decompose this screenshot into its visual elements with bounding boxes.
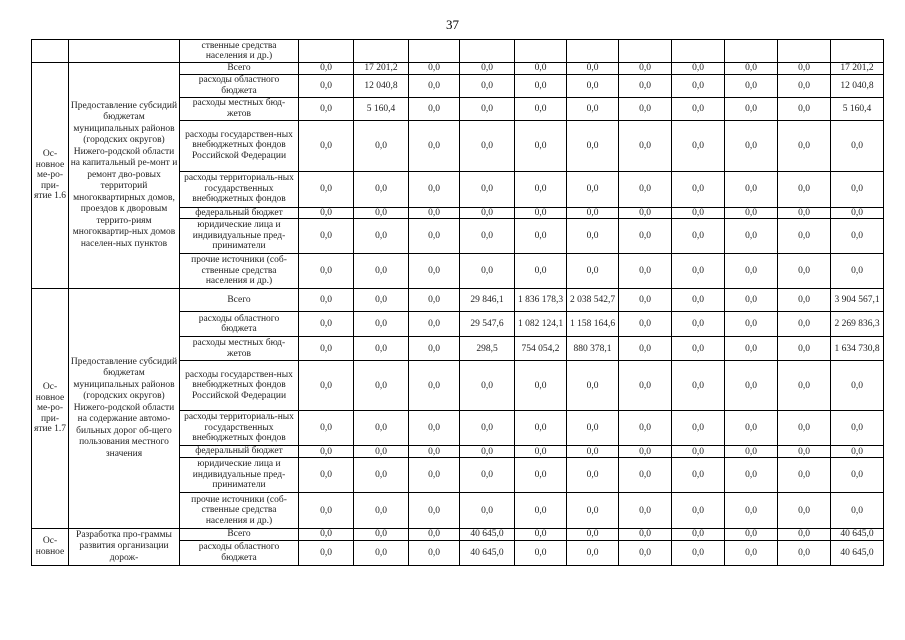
year-value-cell: 0,0 bbox=[619, 540, 672, 565]
year-value-cell: 0,0 bbox=[725, 493, 778, 529]
year-value-cell: 0,0 bbox=[409, 120, 460, 171]
funding-source-cell: расходы местных бюд-жетов bbox=[180, 337, 299, 361]
year-value-cell: 0,0 bbox=[354, 529, 409, 541]
year-value-cell: 0,0 bbox=[299, 63, 354, 75]
year-value-cell bbox=[409, 40, 460, 63]
year-value-cell: 0,0 bbox=[619, 289, 672, 312]
year-value-cell: 0,0 bbox=[567, 446, 619, 458]
year-value-cell: 0,0 bbox=[460, 120, 515, 171]
year-value-cell: 0,0 bbox=[778, 411, 831, 446]
year-value-cell: 0,0 bbox=[619, 361, 672, 411]
year-value-cell: 0,0 bbox=[619, 411, 672, 446]
year-value-cell: 0,0 bbox=[567, 171, 619, 207]
year-value-cell: 0,0 bbox=[725, 219, 778, 254]
year-value-cell: 0,0 bbox=[460, 171, 515, 207]
total-value-cell: 3 904 567,1 bbox=[831, 289, 884, 312]
year-value-cell: 0,0 bbox=[299, 312, 354, 337]
year-value-cell: 0,0 bbox=[672, 337, 725, 361]
year-value-cell: 0,0 bbox=[725, 63, 778, 75]
year-value-cell: 0,0 bbox=[619, 97, 672, 120]
year-value-cell: 0,0 bbox=[567, 254, 619, 289]
year-value-cell: 0,0 bbox=[409, 254, 460, 289]
funding-source-cell: прочие источники (соб-ственные средства населения и др.) bbox=[180, 254, 299, 289]
total-value-cell: 40 645,0 bbox=[831, 529, 884, 541]
year-value-cell: 0,0 bbox=[672, 63, 725, 75]
table-row bbox=[32, 529, 884, 541]
year-value-cell: 0,0 bbox=[299, 289, 354, 312]
year-value-cell: 0,0 bbox=[299, 207, 354, 219]
year-value-cell: 0,0 bbox=[460, 493, 515, 529]
year-value-cell: 0,0 bbox=[515, 63, 567, 75]
funding-source-cell: расходы местных бюд-жетов bbox=[180, 97, 299, 120]
year-value-cell: 0,0 bbox=[354, 411, 409, 446]
year-value-cell: 0,0 bbox=[778, 337, 831, 361]
year-value-cell: 0,0 bbox=[672, 312, 725, 337]
total-value-cell: 0,0 bbox=[831, 219, 884, 254]
year-value-cell: 0,0 bbox=[778, 254, 831, 289]
total-value-cell: 2 269 836,3 bbox=[831, 312, 884, 337]
year-value-cell: 0,0 bbox=[460, 97, 515, 120]
total-value-cell bbox=[831, 40, 884, 63]
year-value-cell: 0,0 bbox=[567, 219, 619, 254]
funding-source-cell: юридические лица и индивидуальные пред-приниматели bbox=[180, 219, 299, 254]
year-value-cell: 0,0 bbox=[725, 529, 778, 541]
year-value-cell: 0,0 bbox=[672, 74, 725, 97]
year-value-cell: 0,0 bbox=[725, 289, 778, 312]
year-value-cell: 0,0 bbox=[515, 74, 567, 97]
year-value-cell: 0,0 bbox=[409, 219, 460, 254]
year-value-cell bbox=[460, 40, 515, 63]
year-value-cell: 0,0 bbox=[299, 254, 354, 289]
year-value-cell: 0,0 bbox=[515, 207, 567, 219]
year-value-cell: 0,0 bbox=[672, 458, 725, 493]
total-value-cell: 40 645,0 bbox=[831, 540, 884, 565]
year-value-cell: 0,0 bbox=[725, 540, 778, 565]
year-value-cell: 0,0 bbox=[515, 254, 567, 289]
year-value-cell: 0,0 bbox=[725, 458, 778, 493]
year-value-cell: 0,0 bbox=[460, 411, 515, 446]
table-row bbox=[32, 40, 884, 63]
year-value-cell: 0,0 bbox=[725, 254, 778, 289]
year-value-cell: 0,0 bbox=[515, 411, 567, 446]
event-number-cell: Ос-новное bbox=[32, 529, 69, 566]
year-value-cell bbox=[354, 40, 409, 63]
funding-source-cell: ственные средства населения и др.) bbox=[180, 40, 299, 63]
event-description-cell: Предоставление субсидий бюджетам муниципальных районов (городских округов) Нижего-родской области на капитальный ре-монт и ремонт дво-ровых территорий многоквартирных домов, проездов к дворовым террито-риям многоквартир-ных домов населен-ных пунктов bbox=[69, 63, 180, 289]
year-value-cell: 0,0 bbox=[672, 207, 725, 219]
year-value-cell: 0,0 bbox=[567, 63, 619, 75]
year-value-cell: 0,0 bbox=[354, 207, 409, 219]
year-value-cell: 0,0 bbox=[672, 97, 725, 120]
year-value-cell: 0,0 bbox=[409, 529, 460, 541]
year-value-cell: 0,0 bbox=[672, 529, 725, 541]
year-value-cell: 0,0 bbox=[567, 458, 619, 493]
page-number: 37 bbox=[446, 17, 459, 32]
year-value-cell: 0,0 bbox=[672, 411, 725, 446]
year-value-cell: 0,0 bbox=[778, 97, 831, 120]
year-value-cell: 0,0 bbox=[725, 337, 778, 361]
event-number-cell: Ос-новное ме-ро-при-ятие 1.7 bbox=[32, 289, 69, 529]
year-value-cell: 0,0 bbox=[409, 493, 460, 529]
year-value-cell: 0,0 bbox=[725, 312, 778, 337]
year-value-cell: 0,0 bbox=[619, 529, 672, 541]
year-value-cell: 0,0 bbox=[672, 120, 725, 171]
year-value-cell: 0,0 bbox=[299, 458, 354, 493]
year-value-cell: 0,0 bbox=[672, 171, 725, 207]
year-value-cell: 0,0 bbox=[567, 493, 619, 529]
year-value-cell: 0,0 bbox=[567, 529, 619, 541]
event-description-cell bbox=[69, 40, 180, 63]
year-value-cell: 1 836 178,3 bbox=[515, 289, 567, 312]
year-value-cell bbox=[672, 40, 725, 63]
year-value-cell: 0,0 bbox=[299, 97, 354, 120]
year-value-cell: 0,0 bbox=[778, 458, 831, 493]
year-value-cell: 29 846,1 bbox=[460, 289, 515, 312]
year-value-cell: 0,0 bbox=[672, 493, 725, 529]
table-row bbox=[32, 289, 884, 312]
year-value-cell: 1 158 164,6 bbox=[567, 312, 619, 337]
year-value-cell: 0,0 bbox=[672, 540, 725, 565]
year-value-cell: 0,0 bbox=[778, 529, 831, 541]
funding-source-cell: юридические лица и индивидуальные пред-приниматели bbox=[180, 458, 299, 493]
year-value-cell: 0,0 bbox=[725, 207, 778, 219]
year-value-cell: 0,0 bbox=[778, 540, 831, 565]
year-value-cell: 0,0 bbox=[619, 337, 672, 361]
year-value-cell: 17 201,2 bbox=[354, 63, 409, 75]
year-value-cell: 0,0 bbox=[778, 493, 831, 529]
total-value-cell: 5 160,4 bbox=[831, 97, 884, 120]
year-value-cell: 0,0 bbox=[460, 74, 515, 97]
year-value-cell: 0,0 bbox=[460, 219, 515, 254]
total-value-cell: 0,0 bbox=[831, 207, 884, 219]
year-value-cell: 0,0 bbox=[299, 446, 354, 458]
year-value-cell: 0,0 bbox=[354, 171, 409, 207]
year-value-cell: 0,0 bbox=[619, 446, 672, 458]
funding-source-cell: Всего bbox=[180, 529, 299, 541]
year-value-cell: 0,0 bbox=[460, 63, 515, 75]
year-value-cell: 0,0 bbox=[409, 63, 460, 75]
year-value-cell: 0,0 bbox=[672, 219, 725, 254]
year-value-cell: 298,5 bbox=[460, 337, 515, 361]
year-value-cell: 0,0 bbox=[515, 540, 567, 565]
year-value-cell: 0,0 bbox=[409, 540, 460, 565]
year-value-cell: 0,0 bbox=[354, 312, 409, 337]
year-value-cell: 0,0 bbox=[460, 446, 515, 458]
total-value-cell: 0,0 bbox=[831, 458, 884, 493]
year-value-cell bbox=[515, 40, 567, 63]
year-value-cell: 0,0 bbox=[299, 361, 354, 411]
year-value-cell: 0,0 bbox=[619, 312, 672, 337]
total-value-cell: 1 634 730,8 bbox=[831, 337, 884, 361]
year-value-cell: 0,0 bbox=[515, 97, 567, 120]
year-value-cell: 0,0 bbox=[567, 74, 619, 97]
year-value-cell: 0,0 bbox=[567, 411, 619, 446]
year-value-cell: 0,0 bbox=[409, 171, 460, 207]
funding-source-cell: Всего bbox=[180, 289, 299, 312]
year-value-cell bbox=[619, 40, 672, 63]
year-value-cell: 0,0 bbox=[354, 254, 409, 289]
year-value-cell: 0,0 bbox=[619, 254, 672, 289]
year-value-cell: 0,0 bbox=[778, 207, 831, 219]
year-value-cell: 0,0 bbox=[409, 289, 460, 312]
funding-source-cell: Всего bbox=[180, 63, 299, 75]
year-value-cell: 0,0 bbox=[778, 312, 831, 337]
year-value-cell: 0,0 bbox=[567, 97, 619, 120]
year-value-cell: 0,0 bbox=[778, 361, 831, 411]
year-value-cell: 0,0 bbox=[725, 361, 778, 411]
year-value-cell: 0,0 bbox=[725, 74, 778, 97]
year-value-cell: 0,0 bbox=[354, 120, 409, 171]
table-row bbox=[32, 63, 884, 75]
year-value-cell: 0,0 bbox=[299, 219, 354, 254]
year-value-cell: 0,0 bbox=[567, 540, 619, 565]
year-value-cell: 0,0 bbox=[515, 458, 567, 493]
year-value-cell: 0,0 bbox=[619, 493, 672, 529]
year-value-cell bbox=[778, 40, 831, 63]
year-value-cell: 0,0 bbox=[672, 361, 725, 411]
year-value-cell: 0,0 bbox=[354, 446, 409, 458]
year-value-cell: 0,0 bbox=[409, 446, 460, 458]
year-value-cell: 0,0 bbox=[354, 219, 409, 254]
year-value-cell: 40 645,0 bbox=[460, 540, 515, 565]
budget-table bbox=[31, 39, 884, 566]
year-value-cell: 0,0 bbox=[778, 219, 831, 254]
funding-source-cell: расходы областного бюджета bbox=[180, 312, 299, 337]
year-value-cell: 0,0 bbox=[299, 171, 354, 207]
year-value-cell: 0,0 bbox=[515, 446, 567, 458]
year-value-cell: 0,0 bbox=[515, 219, 567, 254]
funding-source-cell: расходы областного бюджета bbox=[180, 74, 299, 97]
year-value-cell bbox=[299, 40, 354, 63]
year-value-cell: 0,0 bbox=[299, 411, 354, 446]
funding-source-cell: расходы государствен-ных внебюджетных фондов Российской Федерации bbox=[180, 120, 299, 171]
year-value-cell: 0,0 bbox=[672, 289, 725, 312]
year-value-cell: 0,0 bbox=[515, 361, 567, 411]
funding-source-cell: прочие источники (соб-ственные средства населения и др.) bbox=[180, 493, 299, 529]
year-value-cell: 0,0 bbox=[619, 207, 672, 219]
funding-source-cell: расходы государствен-ных внебюджетных фондов Российской Федерации bbox=[180, 361, 299, 411]
year-value-cell: 0,0 bbox=[460, 254, 515, 289]
event-number-cell bbox=[32, 40, 69, 63]
total-value-cell: 12 040,8 bbox=[831, 74, 884, 97]
year-value-cell: 0,0 bbox=[778, 446, 831, 458]
year-value-cell: 0,0 bbox=[619, 219, 672, 254]
year-value-cell: 0,0 bbox=[672, 254, 725, 289]
year-value-cell: 0,0 bbox=[354, 540, 409, 565]
event-description-cell: Разработка про-граммы развития организации дорож- bbox=[69, 529, 180, 566]
year-value-cell: 754 054,2 bbox=[515, 337, 567, 361]
event-description-cell: Предоставление субсидий бюджетам муниципальных районов (городских округов) Нижего-родской области на содержание автомо-бильных дорог об-щего пользования местного значения bbox=[69, 289, 180, 529]
year-value-cell: 0,0 bbox=[354, 493, 409, 529]
year-value-cell: 1 082 124,1 bbox=[515, 312, 567, 337]
funding-source-cell: федеральный бюджет bbox=[180, 207, 299, 219]
year-value-cell: 0,0 bbox=[672, 446, 725, 458]
year-value-cell: 0,0 bbox=[409, 458, 460, 493]
year-value-cell: 0,0 bbox=[725, 411, 778, 446]
year-value-cell: 0,0 bbox=[619, 458, 672, 493]
year-value-cell: 0,0 bbox=[515, 529, 567, 541]
year-value-cell: 0,0 bbox=[567, 361, 619, 411]
year-value-cell: 0,0 bbox=[778, 74, 831, 97]
year-value-cell: 0,0 bbox=[354, 361, 409, 411]
total-value-cell: 0,0 bbox=[831, 446, 884, 458]
year-value-cell: 0,0 bbox=[725, 171, 778, 207]
year-value-cell: 0,0 bbox=[725, 120, 778, 171]
year-value-cell: 12 040,8 bbox=[354, 74, 409, 97]
year-value-cell: 5 160,4 bbox=[354, 97, 409, 120]
year-value-cell: 0,0 bbox=[299, 493, 354, 529]
year-value-cell: 0,0 bbox=[515, 120, 567, 171]
year-value-cell: 40 645,0 bbox=[460, 529, 515, 541]
year-value-cell: 0,0 bbox=[460, 458, 515, 493]
total-value-cell: 0,0 bbox=[831, 254, 884, 289]
year-value-cell: 0,0 bbox=[409, 411, 460, 446]
year-value-cell bbox=[725, 40, 778, 63]
year-value-cell: 0,0 bbox=[409, 337, 460, 361]
year-value-cell: 0,0 bbox=[460, 207, 515, 219]
year-value-cell: 0,0 bbox=[515, 493, 567, 529]
year-value-cell: 0,0 bbox=[567, 207, 619, 219]
year-value-cell: 0,0 bbox=[299, 337, 354, 361]
funding-source-cell: федеральный бюджет bbox=[180, 446, 299, 458]
year-value-cell bbox=[567, 40, 619, 63]
year-value-cell: 0,0 bbox=[778, 120, 831, 171]
year-value-cell: 0,0 bbox=[619, 63, 672, 75]
year-value-cell: 0,0 bbox=[409, 207, 460, 219]
year-value-cell: 0,0 bbox=[460, 361, 515, 411]
funding-source-cell: расходы территориаль-ных государственных внебюджетных фондов bbox=[180, 411, 299, 446]
year-value-cell: 0,0 bbox=[619, 171, 672, 207]
total-value-cell: 17 201,2 bbox=[831, 63, 884, 75]
event-number-cell: Ос-новное ме-ро-при-ятие 1.6 bbox=[32, 63, 69, 289]
year-value-cell: 0,0 bbox=[299, 529, 354, 541]
year-value-cell: 0,0 bbox=[778, 289, 831, 312]
year-value-cell: 0,0 bbox=[778, 63, 831, 75]
total-value-cell: 0,0 bbox=[831, 171, 884, 207]
total-value-cell: 0,0 bbox=[831, 120, 884, 171]
year-value-cell: 0,0 bbox=[354, 289, 409, 312]
funding-source-cell: расходы территориаль-ных государственных внебюджетных фондов bbox=[180, 171, 299, 207]
year-value-cell: 880 378,1 bbox=[567, 337, 619, 361]
year-value-cell: 0,0 bbox=[567, 120, 619, 171]
year-value-cell: 29 547,6 bbox=[460, 312, 515, 337]
year-value-cell: 0,0 bbox=[725, 446, 778, 458]
year-value-cell: 2 038 542,7 bbox=[567, 289, 619, 312]
year-value-cell: 0,0 bbox=[299, 74, 354, 97]
year-value-cell: 0,0 bbox=[778, 171, 831, 207]
year-value-cell: 0,0 bbox=[725, 97, 778, 120]
funding-source-cell: расходы областного бюджета bbox=[180, 540, 299, 565]
year-value-cell: 0,0 bbox=[354, 337, 409, 361]
year-value-cell: 0,0 bbox=[619, 74, 672, 97]
year-value-cell: 0,0 bbox=[299, 540, 354, 565]
total-value-cell: 0,0 bbox=[831, 411, 884, 446]
year-value-cell: 0,0 bbox=[354, 458, 409, 493]
total-value-cell: 0,0 bbox=[831, 493, 884, 529]
year-value-cell: 0,0 bbox=[299, 120, 354, 171]
year-value-cell: 0,0 bbox=[409, 74, 460, 97]
year-value-cell: 0,0 bbox=[409, 361, 460, 411]
year-value-cell: 0,0 bbox=[619, 120, 672, 171]
year-value-cell: 0,0 bbox=[409, 312, 460, 337]
year-value-cell: 0,0 bbox=[409, 97, 460, 120]
year-value-cell: 0,0 bbox=[515, 171, 567, 207]
total-value-cell: 0,0 bbox=[831, 361, 884, 411]
